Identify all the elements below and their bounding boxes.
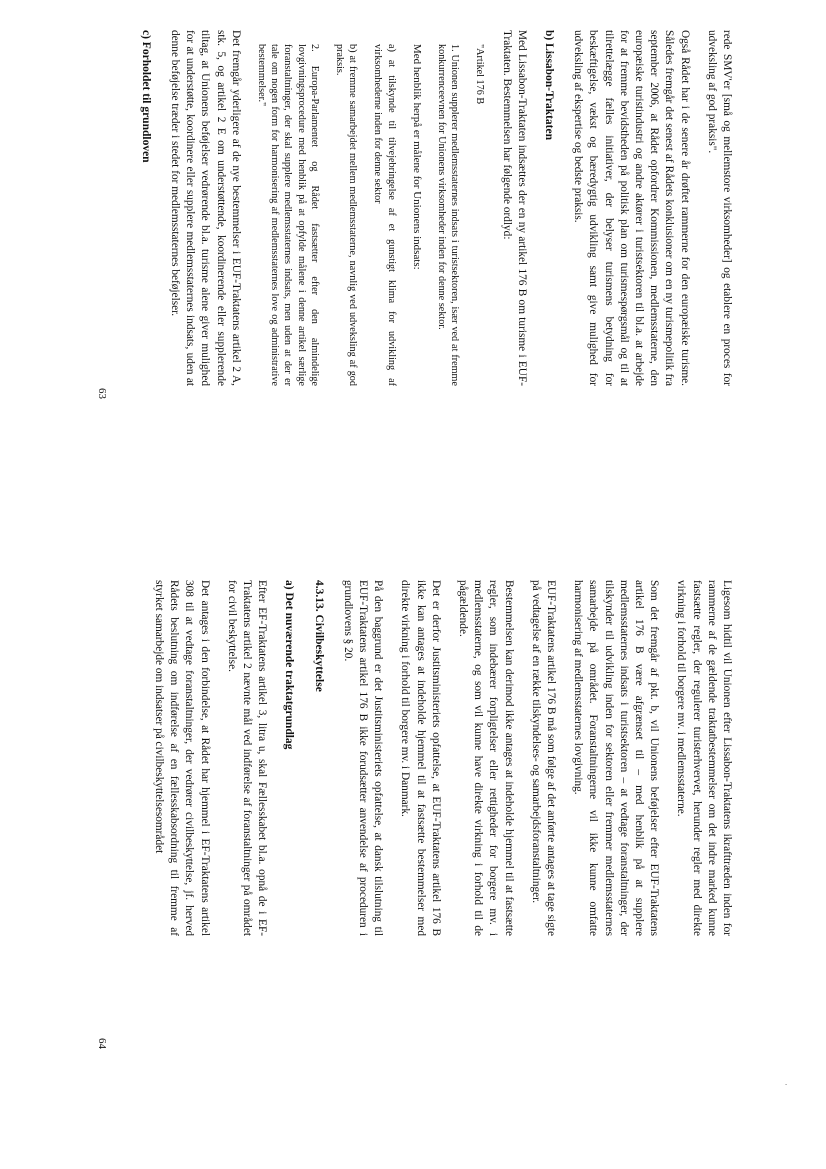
page-number: 64 xyxy=(96,1038,108,1049)
right-page-column xyxy=(139,580,734,936)
paragraph: På den baggrund er det Justitsministeriets opfattelse, at dansk tilslutning til EUF-Traktatens artikel 176 B ikke forudsætter anvendelse af proceduren i grundlovens § 20. xyxy=(341,580,385,936)
section-heading: c) Forholdet til grundloven xyxy=(139,30,152,163)
quote-title: "Artikel 176 B xyxy=(474,44,486,105)
quote-paragraph: a) at tilskynde til tilvejebringelse af et gunstigt klima for udvikling af virksomhederne inden for denne sektor xyxy=(372,44,397,386)
paragraph: Det fremgår yderligere af de nye bestemmelser i EUF-Traktatens artikel 2 A, stk. 5, og artikel 2 E om understøttende, koordinerende eller supplerende tiltag, at Unionens beføjelser vedrørende bl.a. turisme alene giver mulighed for at understøtte, koordinere eller supplere medlemsstaternes indsats, uden at denne beføjelse træder i stedet for medlemsstaternes beføjelser. xyxy=(168,30,242,386)
paragraph: Som det fremgår af pkt. b, vil Unionens beføjelser efter EUF-Traktatens artikel 176 B være afgrænset til – med henblik på at supplere medlemsstaternes indsats i turistsektoren – at vedtage foranstaltninger, der tilskynder til udvikling inden for sektoren eller fremmer medlemsstaternes samarbejde på området. Foranstaltningerne vil ikke kunne omfatte harmonisering af medlemsstaternes lovgivning. xyxy=(572,580,661,936)
paragraph: EUF-Traktatens artikel 176 B må som følge af det anførte antages at tage sigte på vedtagelse af en række tilskyndelses- og samarbejdsforanstaltninger. xyxy=(529,580,557,936)
paragraph: Med Lissabon-Traktaten indsættes der en ny artikel 176 B om turisme i EUF-Traktaten. Bestemmelsen har følgende ordlyd: xyxy=(500,30,528,386)
quote-paragraph: 2. Europa-Parlamentet og Rådet fastsætter efter den almindelige lovgivningsprocedure med henblik på at opfylde målene i denne artikel særlige foranstaltninger, der skal supplere medlemsstaternes indsats, men uden at der er tale om nogen form for harmonisering af medlemsstaternes love og administrative bestemmelser." xyxy=(255,44,320,386)
section-heading: a) Det nuværende traktatgrundlag xyxy=(283,580,296,750)
paragraph: Også Rådet har i de senere år drøftet rammerne for den europæiske turisme. Således fremgår det senest af Rådets konklusioner om en ny turismepolitik fra september 2006, at Rådet opfordrer Kommissionen, medlemsstaterne, den europæiske turistindustri og andre aktører i turistsektoren til bl.a. at arbejde for at fremme bevidstheden på politisk plan om turismespørgsmål og til at tilrettelægge fælles initiativer, der belyser turismens betydning for beskæftigelse, vækst og bæredygtig udvikling samt give mulighed for udveksling af ekspertise og bedste praksis. xyxy=(572,30,691,386)
paragraph: Ligesom hidtil vil Unionen efter Lissabon-Traktatens ikrafttræden inden for rammerne af de gældende traktatbestemmelser om det indre marked kunne fastsætte regler, der regulerer turisterhvervet, herunder regler med direkte virkning i forhold til borgere mv. i medlemsstaterne. xyxy=(675,580,733,936)
paragraph: rede SMV'er [små og mellemstore virksomheder] og etablere en proces for udveksling af god praksis". xyxy=(705,30,733,386)
paragraph: Bestemmelsen kan derimod ikke antages at indeholde hjemmel til at fastsætte regler, som indebærer forpligtelser eller rettigheder for borgere mv. i medlemsstaterne, og som vil kunne have direkte virkning i forhold til de pågældende. xyxy=(456,580,515,936)
paragraph: Efter EF-Traktatens artikel 3, litra u, skal Fællesskabet bl.a. opnå de i EF-Traktatens artikel 2 nævnte mål ved indførelse af foranstaltninger på området for civil beskyttelse. xyxy=(225,580,269,936)
scan-mark: · xyxy=(781,1083,791,1086)
paragraph: Det antages i den forbindelse, at Rådet har hjemmel i EF-Traktatens artikel 308 til at vedtage foranstaltninger, der vedrører civilbeskyttelse, jf. herved Rådets beslutning om indførelse af en fællesskabsordning til fremme af styrket samarbejde om indsatser på civilbeskyttelsesområdet xyxy=(152,580,211,936)
quote-paragraph: b) at fremme samarbejdet mellem medlemsstaterne, navnlig ved udveksling af god praksis. xyxy=(333,44,359,386)
paragraph: Det er derfor Justitsministeriets opfattelse, at EUF-Traktatens artikel 176 B ikke kan antages at indeholde hjemmel til at fastsætte bestemmelser med direkte virkning i forhold til borgere mv. i Danmark. xyxy=(399,580,442,936)
section-heading: 4.3.13. Civilbeskyttelse xyxy=(312,580,325,692)
quote-paragraph: 1. Unionen supplerer medlemsstaternes indsats i turistsektoren, især ved at fremme konkurrenceevnen for Unionens virksomheder inden for denne sektor. xyxy=(435,44,461,386)
page-number: 63 xyxy=(96,388,108,399)
section-heading: b) Lissabon-Traktaten xyxy=(542,30,555,141)
article-quote xyxy=(255,30,487,386)
quote-paragraph: Med henblik herpå er målene for Unionens indsats: xyxy=(410,44,423,270)
left-page-column xyxy=(126,30,735,386)
